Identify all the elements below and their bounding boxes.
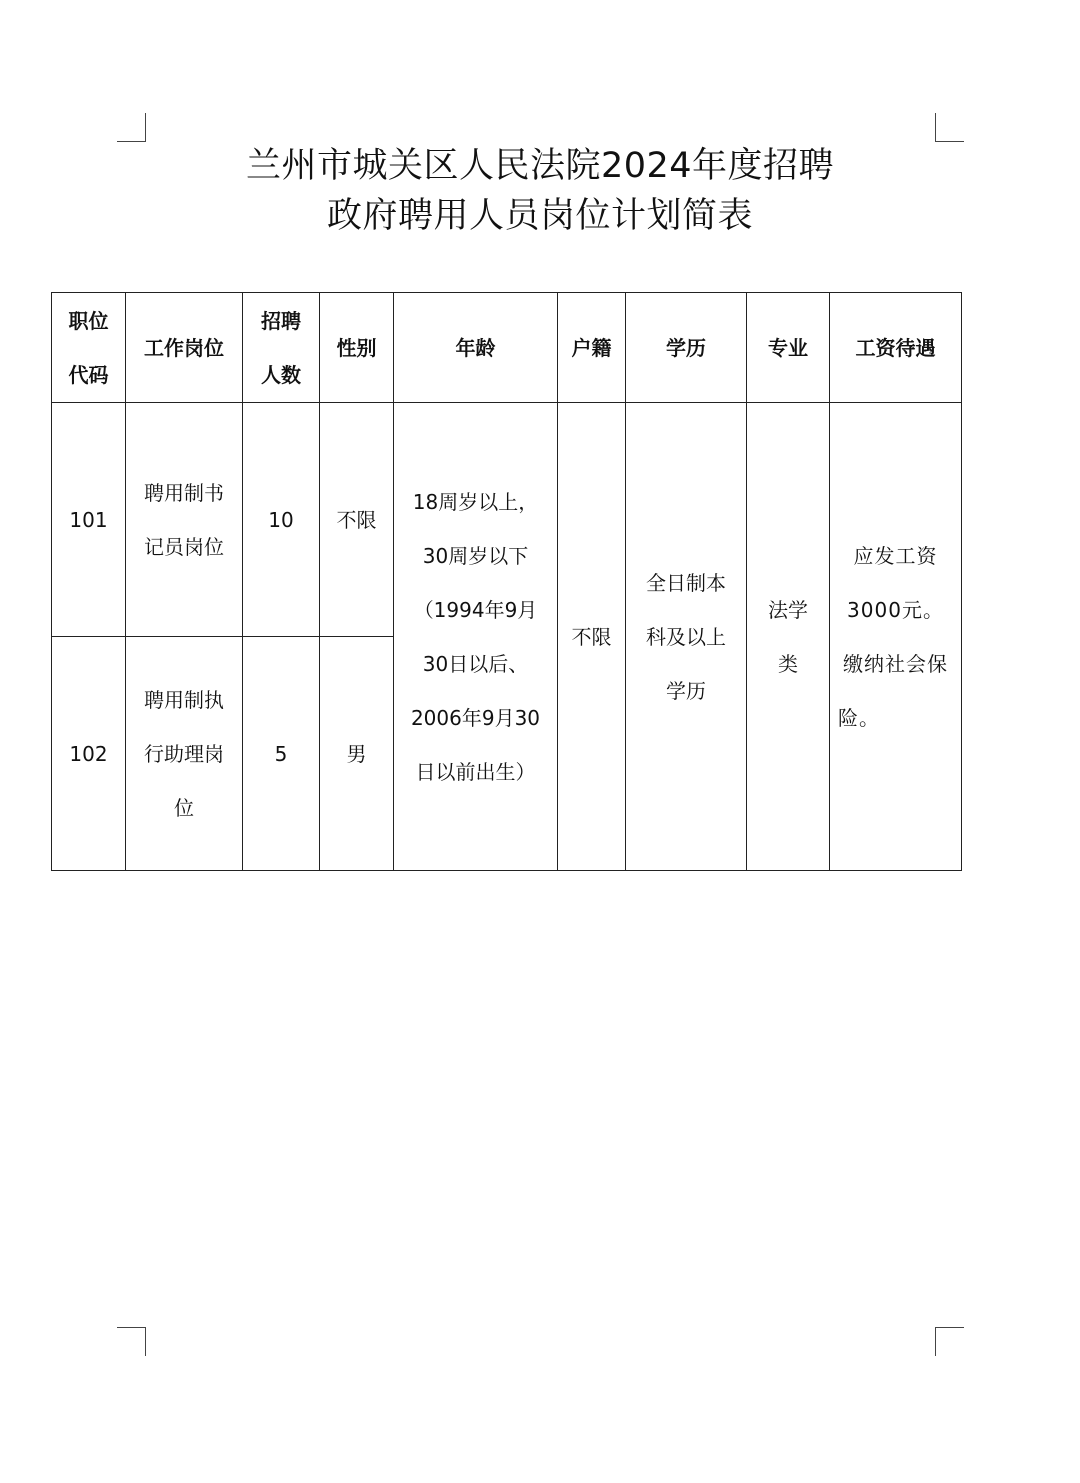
header-major: 专业 <box>747 293 830 403</box>
header-age: 年龄 <box>394 293 558 403</box>
crop-mark-bottom-right <box>935 1327 964 1356</box>
cell-hukou: 不限 <box>558 403 626 871</box>
cell-count: 10 <box>243 403 320 637</box>
cell-position: 聘用制书 记员岗位 <box>126 403 243 637</box>
header-salary: 工资待遇 <box>830 293 962 403</box>
header-position: 工作岗位 <box>126 293 243 403</box>
table-row <box>52 403 962 637</box>
cell-salary: 应发工资3000元。缴纳社会保险。 <box>830 403 962 871</box>
cell-education: 全日制本 科及以上 学历 <box>626 403 747 871</box>
cell-position: 聘用制执 行助理岗 位 <box>126 637 243 871</box>
crop-mark-top-right <box>935 113 964 142</box>
position-plan-table <box>51 292 962 871</box>
table-header-row <box>52 293 962 403</box>
header-count: 招聘 人数 <box>243 293 320 403</box>
header-gender: 性别 <box>320 293 394 403</box>
cell-code: 101 <box>52 403 126 637</box>
document-title-line-2: 政府聘用人员岗位计划简表 <box>326 196 753 236</box>
cell-gender: 不限 <box>320 403 394 637</box>
cell-code: 102 <box>52 637 126 871</box>
crop-mark-bottom-left <box>117 1327 146 1356</box>
cell-major: 法学 类 <box>747 403 830 871</box>
document-title-line-1: 兰州市城关区人民法院2024年度招聘 <box>245 146 835 186</box>
cell-age: 18周岁以上， 30周岁以下 （1994年9月 30日以后、 2006年9月30 日以前出生） <box>394 403 558 871</box>
cell-count: 5 <box>243 637 320 871</box>
header-education: 学历 <box>626 293 747 403</box>
header-code: 职位 代码 <box>52 293 126 403</box>
crop-mark-top-left <box>117 113 146 142</box>
cell-gender: 男 <box>320 637 394 871</box>
header-hukou: 户籍 <box>558 293 626 403</box>
